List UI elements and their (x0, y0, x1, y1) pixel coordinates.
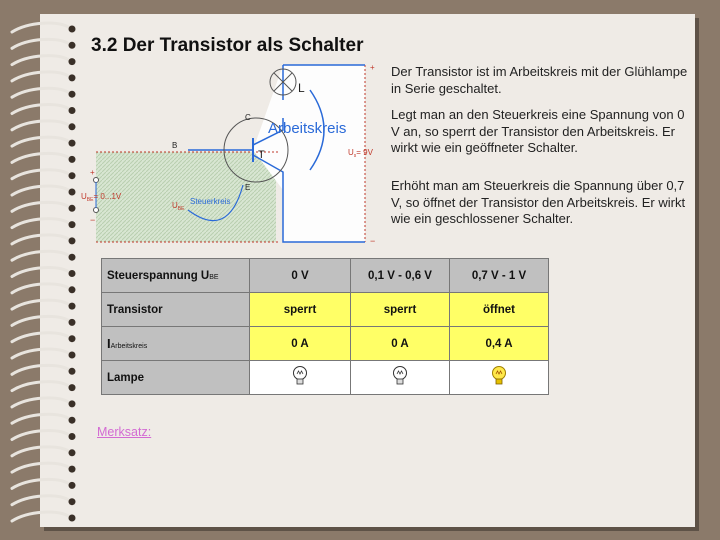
table-cell: 0,4 A (450, 327, 549, 361)
binding-hole (69, 221, 76, 228)
binding-ring (12, 496, 70, 505)
binding-hole (69, 254, 76, 261)
binding-hole (69, 400, 76, 407)
lamp-off-icon (292, 364, 308, 388)
row-label-lamp: Lampe (102, 361, 250, 395)
binding-hole (69, 123, 76, 130)
table-header-col: 0 V (250, 259, 351, 293)
state-table (101, 258, 549, 395)
binding-ring (12, 431, 70, 440)
table-cell: sperrt (250, 293, 351, 327)
binding-hole (69, 433, 76, 440)
label-B: B (172, 141, 178, 150)
table-cell: sperrt (351, 293, 450, 327)
binding-ring (12, 284, 70, 293)
binding-ring (12, 72, 70, 81)
binding-ring (12, 414, 70, 423)
binding-hole (69, 352, 76, 359)
binding-ring (12, 463, 70, 472)
table-cell: 0 A (250, 327, 351, 361)
binding-hole (69, 156, 76, 163)
binding-ring (12, 333, 70, 342)
label-ube-value: = 0...1V (93, 192, 122, 201)
label-ube2-sub: BE (177, 206, 185, 212)
label-ube-sub: BE (86, 197, 94, 203)
binding-ring (12, 219, 70, 228)
label-minus-left: − (90, 215, 96, 225)
binding-hole (69, 384, 76, 391)
binding-hole (69, 91, 76, 98)
binding-hole (69, 335, 76, 342)
binding-ring (12, 105, 70, 114)
binding-ring (12, 56, 70, 65)
label-ube: U (81, 192, 87, 201)
binding-ring (12, 268, 70, 277)
binding-hole (69, 205, 76, 212)
binding-hole (69, 26, 76, 33)
table-row (102, 361, 549, 395)
binding-ring (12, 170, 70, 179)
binding-hole (69, 107, 76, 114)
row-label-transistor: Transistor (102, 293, 250, 327)
label-minus-right: − (370, 236, 376, 246)
table-cell: öffnet (450, 293, 549, 327)
binding-hole (69, 140, 76, 147)
binding-ring (12, 251, 70, 260)
spiral-binding (8, 20, 78, 530)
page-title: 3.2 Der Transistor als Schalter (91, 35, 364, 56)
lamp-on-icon (491, 364, 507, 388)
merksatz-link[interactable]: Merksatz: (97, 425, 152, 439)
binding-ring (12, 447, 70, 456)
binding-ring (12, 202, 70, 211)
label-T: T (258, 149, 265, 161)
binding-ring (12, 365, 70, 374)
label-arbeitskreis: Arbeitskreis (268, 120, 347, 137)
paragraph-2: Legt man an den Steuerkreis eine Spannung von 0 V an, so sperrt der Transistor den Arbeitskreis. Er wirkt wie ein geöffneter Schalter. (391, 107, 685, 155)
binding-hole (69, 482, 76, 489)
table-cell (250, 361, 351, 395)
row-label-current: IArbeitskreis (102, 327, 250, 361)
binding-ring (12, 88, 70, 97)
binding-ring (12, 137, 70, 146)
table-cell (351, 361, 450, 395)
binding-hole (69, 368, 76, 375)
label-ube2: U (172, 201, 178, 210)
binding-ring (12, 382, 70, 391)
binding-hole (69, 417, 76, 424)
table-header-col: 0,7 V - 1 V (450, 259, 549, 293)
circuit-diagram (78, 60, 388, 250)
label-steuerkreis: Steuerkreis (190, 197, 231, 206)
label-us: U (348, 148, 354, 157)
binding-ring (12, 512, 70, 521)
binding-hole (69, 42, 76, 49)
steuerkreis-area (96, 152, 276, 242)
binding-ring (12, 349, 70, 358)
paragraph-1: Der Transistor ist im Arbeitskreis mit der Glühlampe in Serie geschaltet. (391, 64, 688, 96)
table-cell: 0 A (351, 327, 450, 361)
table-header-label: Steuerspannung UBE (102, 259, 250, 293)
table-row (102, 293, 549, 327)
binding-ring (12, 300, 70, 309)
table-header-col: 0,1 V - 0,6 V (351, 259, 450, 293)
binding-ring (12, 398, 70, 407)
binding-hole (69, 237, 76, 244)
binding-hole (69, 172, 76, 179)
binding-ring (12, 23, 70, 32)
binding-hole (69, 74, 76, 81)
binding-ring (12, 39, 70, 48)
binding-hole (69, 270, 76, 277)
binding-hole (69, 515, 76, 522)
binding-ring (12, 153, 70, 162)
table-row (102, 327, 549, 361)
binding-hole (69, 58, 76, 65)
binding-hole (69, 303, 76, 310)
binding-ring (12, 121, 70, 130)
binding-hole (69, 498, 76, 505)
binding-ring (12, 186, 70, 195)
binding-ring (12, 316, 70, 325)
binding-hole (69, 466, 76, 473)
binding-hole (69, 449, 76, 456)
label-E: E (245, 183, 251, 192)
label-plus-left: + (90, 168, 95, 177)
binding-hole (69, 286, 76, 293)
binding-hole (69, 319, 76, 326)
lamp-off-icon (392, 364, 408, 388)
label-L: L (298, 81, 305, 95)
paragraph-3: Erhöht man am Steuerkreis die Spannung über 0,7 V, so öffnet der Transistor den Arbeitskreis. Er wirkt wie ein geschlossener Schalter. (391, 178, 686, 226)
label-C: C (245, 113, 251, 122)
binding-ring (12, 479, 70, 488)
label-us-sub: s (353, 153, 357, 159)
label-plus-right: + (370, 63, 375, 72)
table-cell (450, 361, 549, 395)
label-us-value: = 9V (356, 148, 373, 157)
table-row (102, 259, 549, 293)
binding-hole (69, 189, 76, 196)
binding-ring (12, 235, 70, 244)
